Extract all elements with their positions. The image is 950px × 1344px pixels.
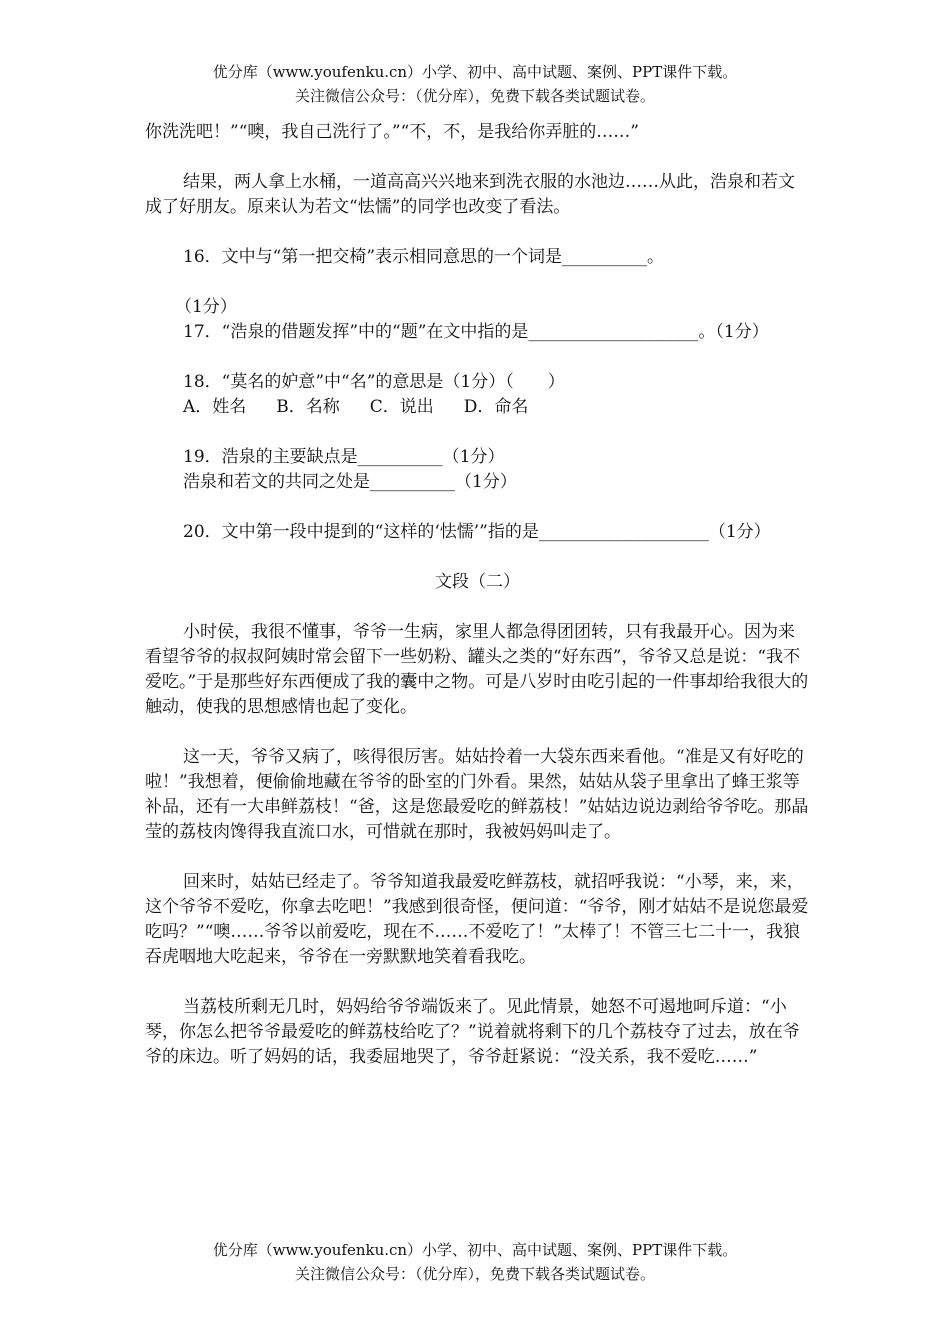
passage2-paragraph-1: 小时侯，我很不懂事，爷爷一生病，家里人都急得团团转，只有我最开心。因为来看望爷爷的叔叔阿姨时常会留下一些奶粉、罐头之类的“好东西”，爷爷又总是说：“我不爱吃。”于是那些好东西便成了我的囊中之物。可是八岁时由吃引起的一件事却给我很大的触动，使我的思想感情也起了变化。 xyxy=(145,622,809,717)
question-18: 18．“莫名的妒意”中“名”的意思是（1分）（ ） xyxy=(183,372,565,392)
question-19-part-2: 浩泉和若文的共同之处是__________（1分） xyxy=(183,472,517,492)
passage1-continuation: 你洗洗吧！”“噢，我自己洗行了。”“不，不，是我给你弄脏的……” xyxy=(145,122,639,142)
question-19-part-1: 19．浩泉的主要缺点是__________（1分） xyxy=(183,447,505,467)
option-c: C．说出 xyxy=(369,397,434,417)
passage2-title: 文段（二） xyxy=(435,572,520,592)
footer-line-1: 优分库（www.youfenku.cn）小学、初中、高中试题、案例、PPT课件下载。 xyxy=(212,1241,738,1259)
document-body xyxy=(145,120,810,1070)
question-16: 16．文中与“第一把交椅”表示相同意思的一个词是__________。 xyxy=(183,247,665,267)
passage1-last-paragraph: 结果，两人拿上水桶，一道高高兴兴地来到洗衣服的水池边……从此，浩泉和若文成了好朋友。原来认为若文“怯懦”的同学也改变了看法。 xyxy=(145,172,795,217)
page-footer xyxy=(0,1238,950,1286)
option-a: A．姓名 xyxy=(183,397,247,417)
question-20: 20．文中第一段中提到的“这样的‘怯懦’”指的是____________________（1分） xyxy=(183,522,771,542)
question-18-options xyxy=(145,395,810,420)
header-line-1: 优分库（www.youfenku.cn）小学、初中、高中试题、案例、PPT课件下载。 xyxy=(212,63,738,81)
question-16-score: （1分） xyxy=(175,297,237,317)
option-b: B．名称 xyxy=(276,397,340,417)
passage2-paragraph-4: 当荔枝所剩无几时，妈妈给爷爷端饭来了。见此情景，她怒不可遏地呵斥道：“小琴，你怎么把爷爷最爱吃的鲜荔枝给吃了？”说着就将剩下的几个荔枝夺了过去，放在爷爷的床边。听了妈妈的话，我委屈地哭了，爷爷赶紧说：“没关系，我不爱吃……” xyxy=(145,997,800,1067)
option-d: D．命名 xyxy=(463,397,529,417)
header-line-2: 关注微信公众号：（优分库），免费下载各类试题试卷。 xyxy=(294,87,655,105)
passage2-paragraph-2: 这一天，爷爷又病了，咳得很厉害。姑姑拎着一大袋东西来看他。“准是又有好吃的啦！”我想着，便偷偷地藏在爷爷的卧室的门外看。果然，姑姑从袋子里拿出了蜂王浆等补品，还有一大串鲜荔枝！“爸，这是您最爱吃的鲜荔枝！”姑姑边说边剥给爷爷吃。那晶莹的荔枝肉馋得我直流口水，可惜就在那时，我被妈妈叫走了。 xyxy=(145,747,809,842)
question-17: 17．“浩泉的借题发挥”中的“题”在文中指的是____________________。（1分） xyxy=(183,322,769,342)
page-header xyxy=(0,60,950,108)
footer-line-2: 关注微信公众号：（优分库），免费下载各类试题试卷。 xyxy=(294,1265,655,1283)
passage2-paragraph-3: 回来时，姑姑已经走了。爷爷知道我最爱吃鲜荔枝，就招呼我说：“小琴，来，来，这个爷爷不爱吃，你拿去吃吧！”我感到很奇怪，便问道：“爷爷，刚才姑姑不是说您最爱吃吗？”“噢……爷爷以前爱吃，现在不……不爱吃了！”太棒了！不管三七二十一，我狼吞虎咽地大吃起来，爷爷在一旁默默地笑着看我吃。 xyxy=(145,872,809,967)
